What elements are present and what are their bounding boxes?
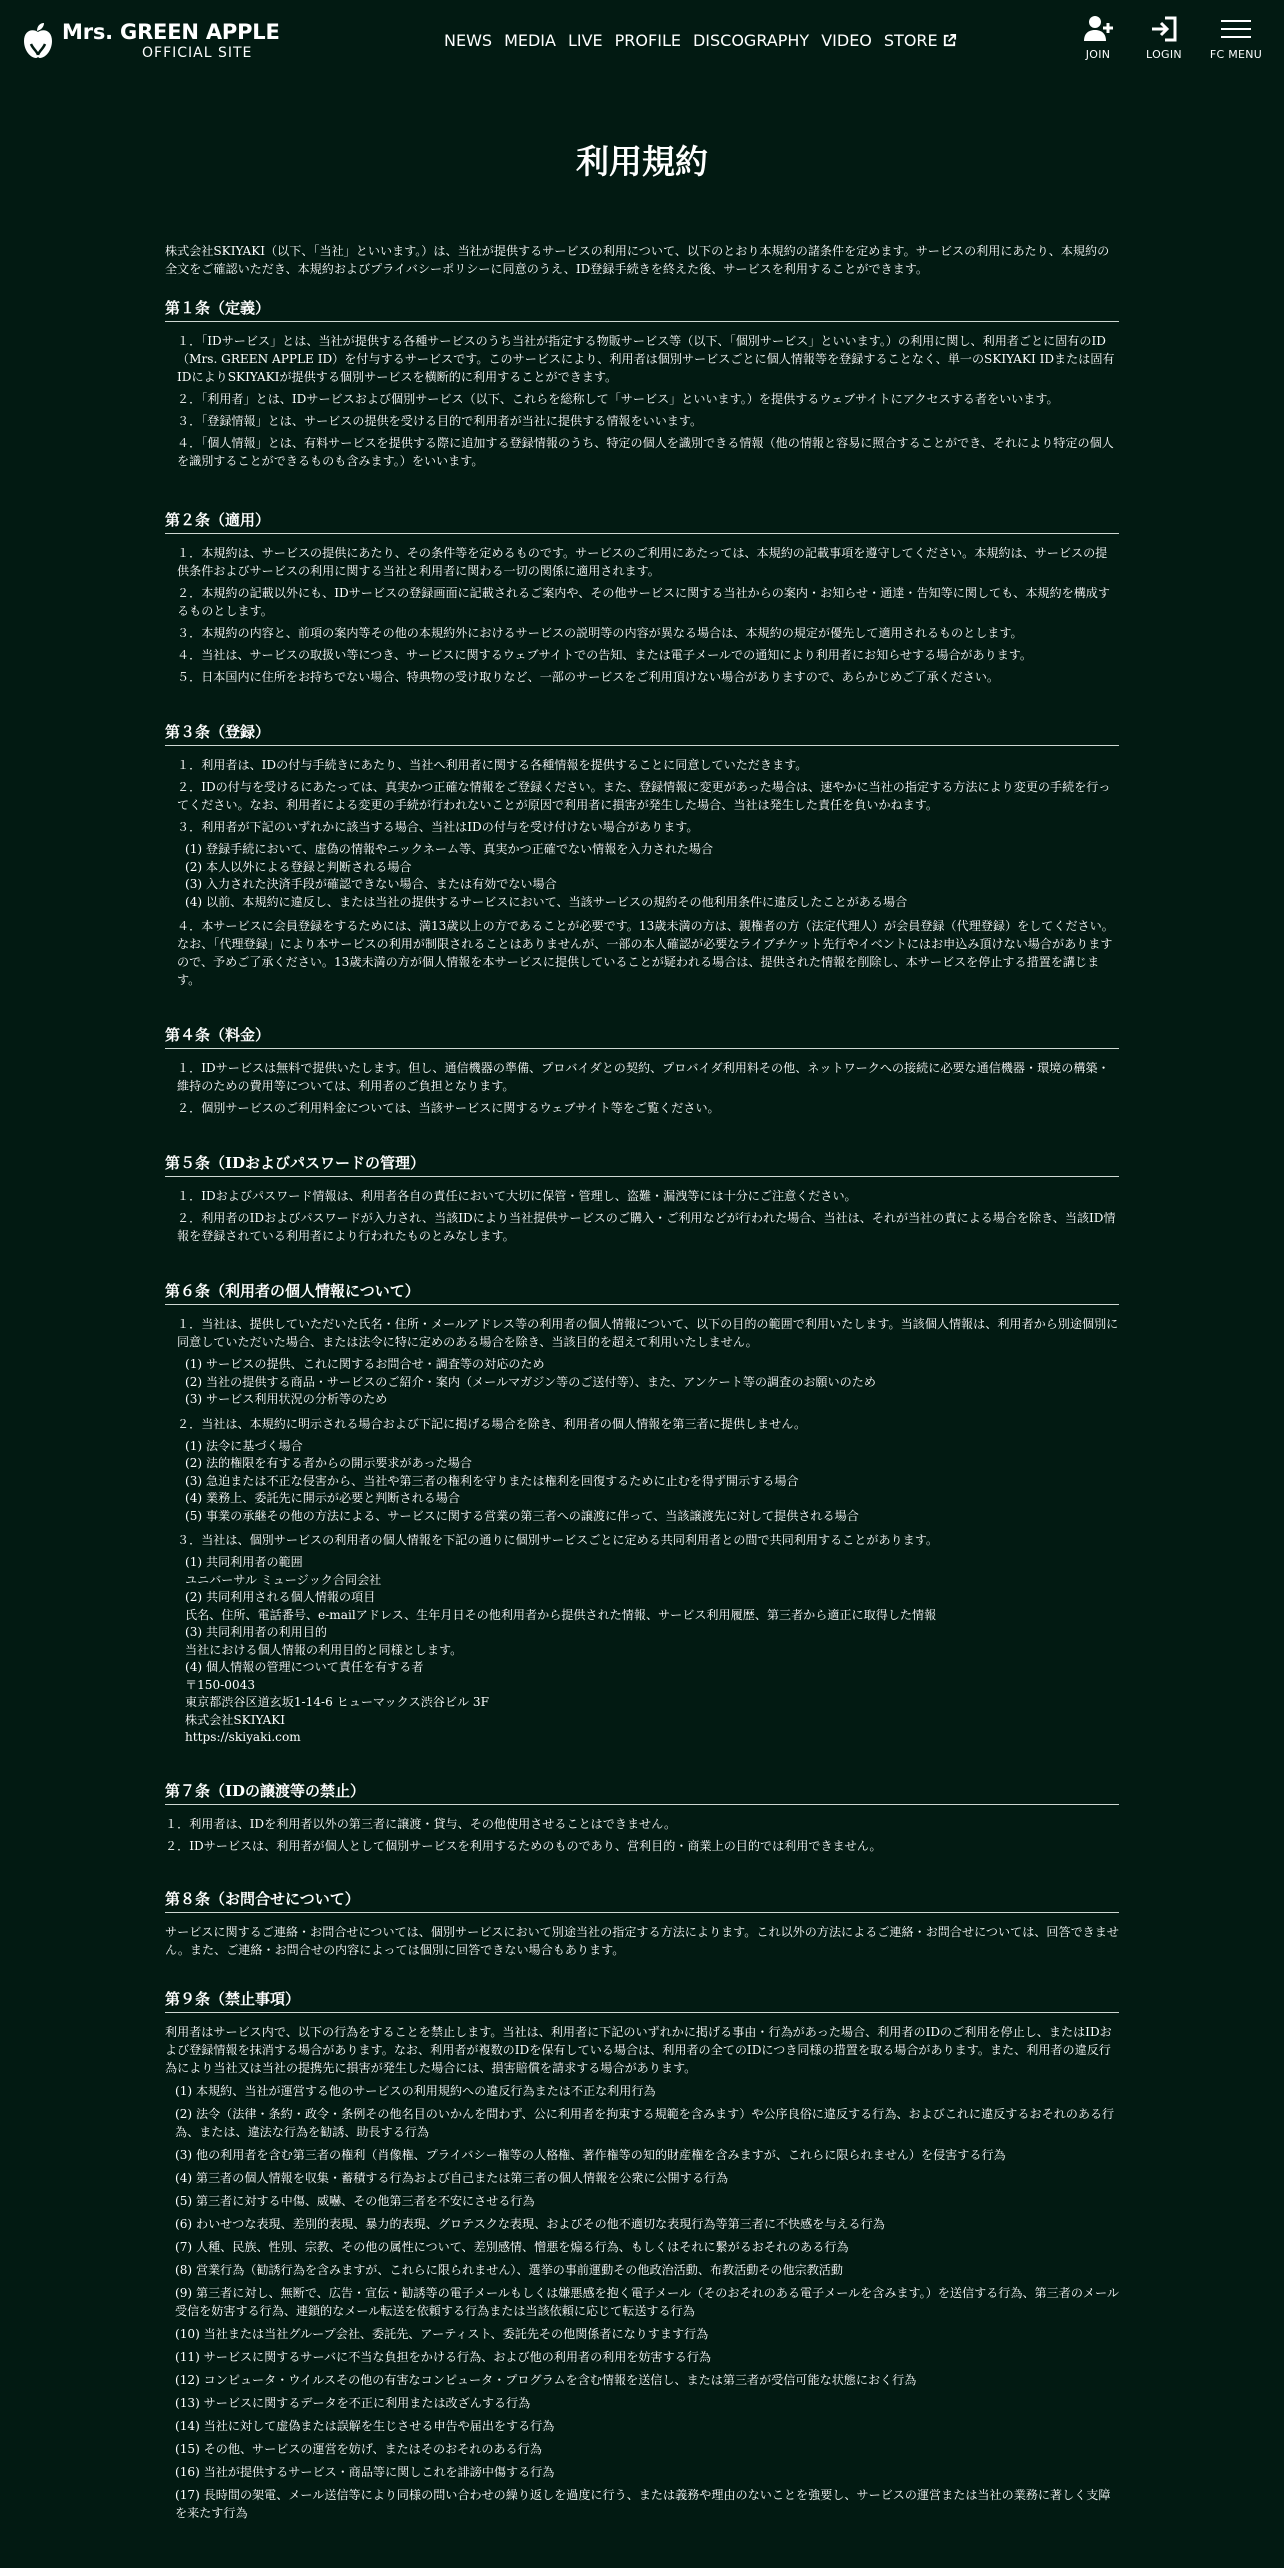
article-item: ２．利用者のIDおよびパスワードが入力され、当該IDにより当社提供サービスのご購入・ご利用などが行われた場合、当社は、それが当社の責による場合を除き、当該ID情報を登録されている利用者により行われたものとみなします。: [177, 1211, 1116, 1243]
sub-item: (2) 当社の提供する商品・サービスのご紹介・案内（メールマガジン等のご送付等）、また、アンケート等の調査のお願いのため: [185, 1374, 876, 1389]
sub-item: 株式会社SKIYAKI: [185, 1712, 286, 1727]
article-title: 第１条（定義）: [165, 298, 1119, 322]
sub-item: (2) 共同利用される個人情報の項目: [185, 1590, 376, 1604]
article-item: ３．利用者が下記のいずれかに該当する場合、当社はIDの付与を受け付けない場合があります。: [177, 820, 699, 834]
list-item: (15) その他、サービスの運営を妨げ、またはそのおそれのある行為: [175, 2441, 542, 2456]
article-item: ４．本サービスに会員登録をするためには、満13歳以上の方であることが必要です。13歳未満の方は、親権者の方（法定代理人）が会員登録（代理登録）をしてください。なお、「代理登録」により本サービスの利用が制限されることはありませんが、一部の本人確認が必要なライブチケット先行やイベントにはお申込み頂けない場合がありますので、予めご了承ください。13歳未満の方が個人情報を本サービスに提供していることが疑われる場合は、提供された情報を削除し、本サービスを停止する措置を講じます。: [177, 919, 1114, 987]
sub-list: [165, 1356, 1119, 1409]
sub-item: (3) 急迫または不正な侵害から、当社や第三者の権利を守りまたは権利を回復するために止むを得ず開示する場合: [185, 1473, 799, 1488]
join-button[interactable]: [1074, 14, 1122, 61]
article-item: １．利用者は、IDを利用者以外の第三者に譲渡・貸与、その他使用させることはできません。: [165, 1816, 677, 1831]
nav-media[interactable]: MEDIA: [504, 30, 556, 50]
sub-item: 氏名、住所、電話番号、e-mailアドレス、生年月日その他利用者から提供された情報、サービス利用履歴、第三者から適正に取得した情報: [185, 1607, 937, 1622]
hamburger-menu-icon: [1221, 14, 1251, 44]
apple-logo-icon: [22, 22, 54, 60]
external-link-icon: [942, 33, 957, 48]
article-item: １．本規約は、サービスの提供にあたり、その条件等を定めるものです。サービスのご利用にあたっては、本規約の記載事項を遵守してください。本規約は、サービスの提供条件およびサービスの利用に関する当社と利用者に関わる一切の関係に適用されます。: [177, 546, 1108, 578]
list-item: (4) 第三者の個人情報を収集・蓄積する行為および自己または第三者の個人情報を公衆に公開する行為: [175, 2170, 729, 2185]
list-item: (16) 当社が提供するサービス・商品等に関しこれを誹謗中傷する行為: [175, 2464, 555, 2479]
article-9: [165, 1989, 1119, 2522]
logo-subtitle: OFFICIAL SITE: [142, 45, 253, 61]
article-item: ５．日本国内に住所をお持ちでない場合、特典物の受け取りなど、一部のサービスをご利用頂けない場合がありますので、あらかじめご了承ください。: [177, 670, 1000, 684]
article-item: １．IDおよびパスワード情報は、利用者各自の責任において大切に保管・管理し、盗難・漏洩等には十分にご注意ください。: [177, 1189, 857, 1203]
sub-item: (3) 入力された決済手段が確認できない場合、または有効でない場合: [185, 877, 557, 891]
company-url-link[interactable]: https://skiyaki.com: [185, 1730, 301, 1744]
sub-list: [165, 1554, 1119, 1747]
list-item: (1) 本規約、当社が運営する他のサービスの利用規約への違反行為または不正な利用行為: [175, 2083, 656, 2098]
article-title: 第４条（料金）: [165, 1025, 1119, 1049]
article-title: 第２条（適用）: [165, 510, 1119, 534]
page-title: 利用規約: [576, 142, 708, 181]
intro-text: 株式会社SKIYAKI（以下、「当社」といいます。）は、当社が提供するサービスの利用について、以下のとおり本規約の諸条件を定めます。サービスの利用にあたり、本規約の全文をご確認いただき、本規約およびプライバシーポリシーに同意のうえ、ID登録手続きを終えた後、サービスを利用することができます。: [165, 244, 1110, 276]
list-item: (5) 第三者に対する中傷、威嚇、その他第三者を不安にさせる行為: [175, 2193, 535, 2208]
sub-item: (1) サービスの提供、これに関するお問合せ・調査等の対応のため: [185, 1357, 545, 1371]
list-item: (3) 他の利用者を含む第三者の権利（肖像権、プライバシー権等の人格権、著作権等の知的財産権を含みますが、これらに限られません）を侵害する行為: [175, 2147, 1006, 2162]
nav-video[interactable]: VIDEO: [821, 30, 872, 50]
article-title: 第５条（IDおよびパスワードの管理）: [165, 1153, 1119, 1177]
article-title: 第９条（禁止事項）: [165, 1989, 1119, 2013]
article-item: ２．IDサービスは、利用者が個人として個別サービスを利用するためのものであり、営利目的・商業上の目的では利用できません。: [165, 1838, 882, 1853]
fc-menu-label: FC MENU: [1209, 48, 1263, 61]
nav-profile[interactable]: PROFILE: [614, 30, 681, 50]
article-8: [165, 1889, 1119, 1959]
sub-item: 当社における個人情報の利用目的と同様とします。: [185, 1642, 463, 1657]
site-logo[interactable]: [22, 20, 280, 62]
article-item: １．利用者は、IDの付与手続きにあたり、当社へ利用者に関する各種情報を提供することに同意していただきます。: [177, 758, 808, 772]
article-item: ２．「利用者」とは、IDサービスおよび個別サービス（以下、これらを総称して「サービス」といいます。）を提供するウェブサイトにアクセスする者をいいます。: [177, 392, 1059, 406]
sub-item: (4) 業務上、委託先に開示が必要と判断される場合: [185, 1491, 460, 1505]
article-5: [165, 1153, 1119, 1245]
sub-item: (1) 共同利用者の範囲: [185, 1555, 303, 1569]
fc-menu-button[interactable]: [1206, 14, 1266, 61]
list-item: (10) 当社または当社グループ会社、委託先、アーティスト、委託先その他関係者になりすます行為: [175, 2326, 709, 2341]
sub-item: (5) 事業の承継その他の方法による、サービスに関する営業の第三者への譲渡に伴って、当該譲渡先に対して提供される場合: [185, 1508, 859, 1523]
sub-list: [165, 841, 1119, 911]
article-text: 利用者はサービス内で、以下の行為をすることを禁止します。当社は、利用者に下記のいずれかに掲げる事由・行為があった場合、利用者のIDのご利用を停止し、またはIDおよび登録情報を抹消する場合があります。なお、利用者が複数のIDを保有している場合は、利用者の全てのIDにつき同様の措置を取る場合があります。また、利用者の違反行為により当社又は当社の提携先に損害が発生した場合には、損害賠償を請求する場合があります。: [165, 2024, 1112, 2075]
list-item: (13) サービスに関するデータを不正に利用または改ざんする行為: [175, 2395, 531, 2410]
sub-item: (2) 法的権限を有する者からの開示要求があった場合: [185, 1456, 472, 1470]
sub-item: 〒150-0043: [185, 1677, 256, 1692]
article-item: ２．個別サービスのご利用料金については、当該サービスに関するウェブサイト等をご覧ください。: [177, 1101, 720, 1115]
logo-title: Mrs. GREEN APPLE: [62, 20, 280, 44]
sub-item: 東京都渋谷区道玄坂1-14-6 ヒューマックス渋谷ビル 3F: [185, 1695, 489, 1709]
article-item: ２．本規約の記載以外にも、IDサービスの登録画面に記載されるご案内や、その他サービスに関する当社からの案内・お知らせ・通達・告知等に関しても、本規約を構成するものとします。: [177, 586, 1110, 618]
nav-discography[interactable]: DISCOGRAPHY: [692, 30, 810, 50]
list-item: (17) 長時間の架電、メール送信等により同様の問い合わせの繰り返しを過度に行う、または義務や理由のないことを強要し、サービスの運営または当社の業務に著しく支障を来たす行為: [175, 2487, 1111, 2520]
article-text: サービスに関するご連絡・お問合せについては、個別サービスにおいて別途当社の指定する方法によります。これ以外の方法によるご連絡・お問合せについては、回答できません。また、ご連絡・お問合せの内容によっては個別に回答できない場合もあります。: [165, 1924, 1119, 1957]
article-item: １．「IDサービス」とは、当社が提供する各種サービスのうち当社が指定する物販サービス等（以下、「個別サービス」といいます。）の利用に関し、利用者ごとに固有のID（Mrs. GREEN APPLE ID）を付与するサービスです。このサービスにより、利用者は個別サービスごとに個人情報等を登録することなく、単一のSKIYAKI IDまたは固有IDによりSKIYAKIが提供する個別サービスを横断的に利用することができます。: [177, 334, 1115, 384]
site-header: [0, 0, 1284, 82]
sub-item: (4) 個人情報の管理について責任を有する者: [185, 1660, 424, 1674]
prohibited-list: [165, 2082, 1119, 2522]
sub-item: ユニバーサル ミュージック合同会社: [185, 1572, 382, 1587]
sub-item: (1) 法令に基づく場合: [185, 1438, 303, 1453]
article-4: [165, 1025, 1119, 1117]
join-label: JOIN: [1085, 48, 1111, 61]
article-item: １．当社は、提供していただいた氏名・住所・メールアドレス等の利用者の個人情報について、以下の目的の範囲で利用いたします。当該個人情報は、利用者から別途個別に同意していただいた場合、または法令に特に定めのある場合を除き、当該目的を超えて利用いたしません。: [177, 1317, 1119, 1349]
article-6: [165, 1281, 1119, 1747]
nav-live[interactable]: LIVE: [567, 30, 603, 50]
login-label: LOGIN: [1146, 48, 1182, 61]
sub-item: (3) 共同利用者の利用目的: [185, 1625, 327, 1639]
sub-item: (3) サービス利用状況の分析等のため: [185, 1392, 388, 1406]
article-item: ２．IDの付与を受けるにあたっては、真実かつ正確な情報をご登録ください。また、登録情報に変更があった場合は、速やかに当社の指定する方法により変更の手続を行ってください。なお、利用者による変更の手続が行われないことが原因で利用者に損害が発生した場合、当社は発生した責任を負いかねます。: [177, 780, 1111, 812]
article-item: ３．「登録情報」とは、サービスの提供を受ける目的で利用者が当社に提供する情報をいいます。: [177, 414, 703, 428]
list-item: (12) コンピュータ・ウイルスその他の有害なコンピュータ・プログラムを含む情報を送信し、または第三者が受信可能な状態におく行為: [175, 2372, 917, 2387]
sub-item: (2) 本人以外による登録と判断される場合: [185, 859, 412, 874]
list-item: (6) わいせつな表現、差別的表現、暴力的表現、グロテスクな表現、およびその他不適切な表現行為等第三者に不快感を与える行為: [175, 2216, 885, 2231]
article-1: [165, 298, 1119, 470]
article-title: 第８条（お問合せについて）: [165, 1889, 1119, 1913]
sub-list: [165, 1438, 1119, 1526]
nav-store[interactable]: [884, 31, 957, 50]
article-2: [165, 510, 1119, 686]
nav-store-label: STORE: [883, 30, 938, 50]
list-item: (11) サービスに関するサーバに不当な負担をかける行為、および他の利用者の利用を妨害する行為: [175, 2349, 712, 2364]
article-title: 第７条（IDの譲渡等の禁止）: [165, 1781, 1119, 1805]
article-title: 第６条（利用者の個人情報について）: [165, 1281, 1119, 1305]
nav-news[interactable]: NEWS: [444, 30, 493, 50]
list-item: (8) 営業行為（勧誘行為を含みますが、これらに限られません）、選挙の事前運動その他政治活動、布教活動その他宗教活動: [175, 2262, 843, 2277]
article-item: ３．当社は、個別サービスの利用者の個人情報を下記の通りに個別サービスごとに定める共同利用者との間で共同利用することがあります。: [177, 1533, 938, 1547]
login-icon: [1149, 14, 1179, 44]
article-7: [165, 1781, 1119, 1855]
list-item: (7) 人種、民族、性別、宗教、その他の属性について、差別感情、憎悪を煽る行為、もしくはそれに繋がるおそれのある行為: [175, 2239, 849, 2254]
sub-item: (1) 登録手続において、虚偽の情報やニックネーム等、真実かつ正確でない情報を入力された場合: [185, 842, 714, 856]
article-3: [165, 722, 1119, 989]
list-item: (14) 当社に対して虚偽または誤解を生じさせる申告や届出をする行為: [175, 2418, 555, 2433]
article-item: ４．当社は、サービスの取扱い等につき、サービスに関するウェブサイトでの告知、または電子メールでの通知により利用者にお知らせする場合があります。: [177, 648, 1033, 662]
header-actions: [1074, 14, 1266, 61]
global-nav: [444, 29, 957, 51]
list-item: (9) 第三者に対し、無断で、広告・宣伝・勧誘等の電子メールもしくは嫌悪感を抱く電子メール（そのおそれのある電子メールを含みます。）を送信する行為、第三者のメール受信を妨害する行為、連鎖的なメール転送を依頼する行為または当該依頼に応じて転送する行為: [175, 2285, 1119, 2318]
add-user-icon: [1083, 14, 1113, 44]
sub-item: (4) 以前、本規約に違反し、または当社の提供するサービスにおいて、当該サービスの規約その他利用条件に違反したことがある場合: [185, 894, 908, 909]
article-item: ３．本規約の内容と、前項の案内等その他の本規約外におけるサービスの説明等の内容が異なる場合は、本規約の規定が優先して適用されるものとします。: [177, 626, 1023, 640]
article-item: ２．当社は、本規約に明示される場合および下記に掲げる場合を除き、利用者の個人情報を第三者に提供しません。: [177, 1416, 807, 1431]
list-item: (2) 法令（法律・条約・政令・条例その他名目のいかんを問わず、公に利用者を拘束する規範を含みます）や公序良俗に違反する行為、およびこれに違反するおそれのある行為、または、違法な行為を勧誘、助長する行為: [175, 2106, 1115, 2139]
article-item: ４．「個人情報」とは、有料サービスを提供する際に追加する登録情報のうち、特定の個人を識別できる情報（他の情報と容易に照合することができ、それにより特定の個人を識別することができるものも含みます。）をいいます。: [177, 436, 1114, 468]
terms-content: [165, 242, 1119, 2527]
article-title: 第３条（登録）: [165, 722, 1119, 746]
login-button[interactable]: [1140, 14, 1188, 61]
article-item: １．IDサービスは無料で提供いたします。但し、通信機器の準備、プロバイダとの契約、プロバイダ利用料その他、ネットワークへの接続に必要な通信機器・環境の構築・維持のための費用等については、利用者のご負担となります。: [177, 1061, 1110, 1093]
